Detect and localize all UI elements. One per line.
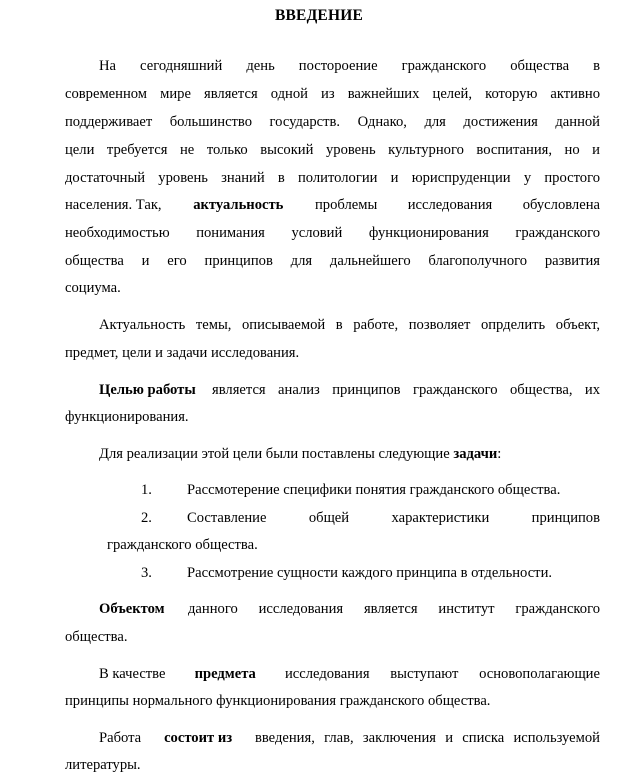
paragraph-1-line-9: социума. <box>65 280 121 296</box>
paragraph-1-line-6 <box>65 197 600 214</box>
paragraph-4-line-1 <box>99 446 501 463</box>
task-3-number: 3. <box>141 565 152 581</box>
emphasis-structure: состоит из <box>164 730 233 746</box>
emphasis-goal: Целью работы <box>99 382 196 398</box>
paragraph-7-line-2: литературы. <box>65 757 141 773</box>
paragraph-1-line-8: общества и его принципов для дальнейшего благополучного развития <box>65 253 600 269</box>
paragraph-2-line-1: Актуальность темы, описываемой в работе, позволяет опрделить объект, <box>99 317 600 333</box>
task-1-text: Рассмотерение специфики понятия гражданского общества. <box>187 482 561 498</box>
emphasis-tasks: задачи <box>453 446 498 462</box>
paragraph-1-line-4: цели требуется не только высокий уровень культурного воспитания, но и <box>65 142 600 158</box>
paragraph-1-line-6-end: проблемы исследования обусловлена <box>314 197 600 213</box>
paragraph-1-line-6-start: населения. Так, <box>65 197 162 213</box>
paragraph-5-line-1 <box>99 601 600 618</box>
paragraph-1-line-7: необходимостью понимания условий функционирования гражданского <box>65 225 600 241</box>
paragraph-3-line-1-rest: является анализ принципов гражданского общества, их <box>212 382 600 398</box>
task-3-text: Рассмотрение сущности каждого принципа в отдельности. <box>187 565 553 581</box>
task-2-continuation: гражданского общества. <box>107 537 258 553</box>
emphasis-subject: предмета <box>194 666 256 682</box>
page-title: ВВЕДЕНИЕ <box>274 7 364 24</box>
paragraph-6-line-1-end: исследования выступают основополагающие <box>284 666 600 682</box>
paragraph-4-text: Для реализации этой цели были поставлены следующие <box>99 446 450 462</box>
paragraph-6-line-2: принципы нормального функционирования гражданского общества. <box>65 693 491 709</box>
paragraph-1-line-3: поддерживает большинство государств. Однако, для достижения данной <box>65 114 600 130</box>
paragraph-5-line-2: общества. <box>65 629 128 645</box>
task-2-number: 2. <box>141 510 152 526</box>
task-1-number: 1. <box>141 482 152 498</box>
emphasis-actuality: актуальность <box>193 197 284 213</box>
paragraph-7-line-1 <box>99 730 600 747</box>
paragraph-1-line-1: На сегодняшний день постороение гражданского общества в <box>99 58 600 74</box>
paragraph-7-line-1-start: Работа <box>99 730 142 746</box>
paragraph-1-line-5: достаточный уровень знаний в политологии и юриспруденции у простого <box>65 170 600 186</box>
paragraph-2-line-2: предмет, цели и задачи исследования. <box>65 345 300 361</box>
paragraph-3-line-2: функционирования. <box>65 409 189 425</box>
task-2-text: Составление общей характеристики принципов <box>187 510 600 526</box>
paragraph-6-line-1 <box>99 666 600 683</box>
paragraph-4-colon: : <box>497 446 502 462</box>
paragraph-5-line-1-rest: данного исследования является институт гражданского <box>188 601 600 617</box>
paragraph-7-line-1-end: введения, глав, заключения и списка используемой <box>254 730 600 746</box>
emphasis-object: Объектом <box>99 601 165 617</box>
paragraph-3-line-1 <box>99 382 600 399</box>
paragraph-6-line-1-start: В качестве <box>99 666 166 682</box>
paragraph-1-line-2: современном мире является одной из важнейших целей, которую активно <box>65 86 600 102</box>
